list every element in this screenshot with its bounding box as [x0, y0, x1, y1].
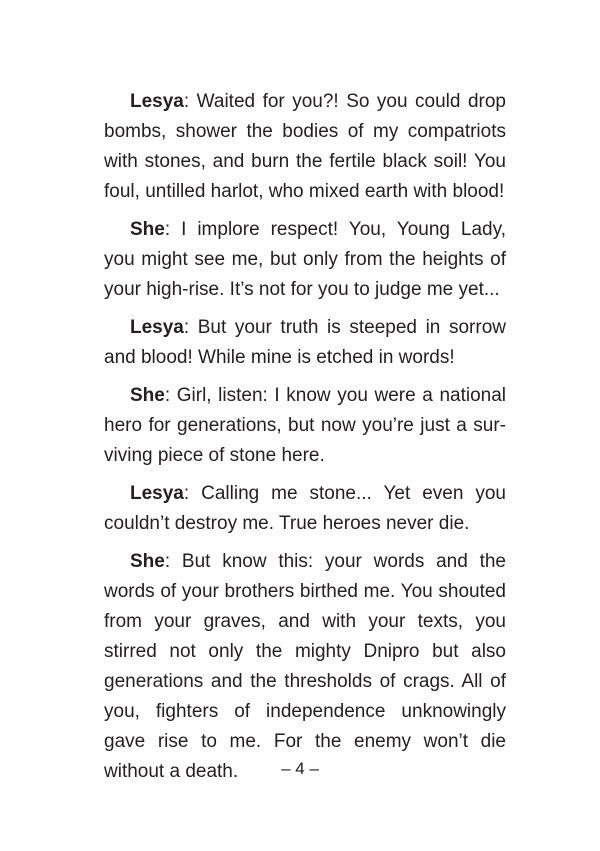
- speech-text: : Girl, listen: I know you were a national hero for generations, but now you’re just a surviving piece of stone here.: [104, 385, 506, 466]
- speaker-name: Lesya: [130, 483, 184, 504]
- speaker-name: She: [130, 551, 165, 572]
- dialogue-paragraph: [104, 381, 506, 471]
- dialogue-paragraph: [104, 547, 506, 787]
- speech-text: : But know this: your words and the words of your brothers birthed me. You shouted from your graves, and with your texts, you stirred not only the mighty Dnipro but also generations and the thresholds of crags. All of you, fighters of independence unknowingly gave rise to me. For the enemy won’t die without a death.: [104, 551, 506, 782]
- speaker-name: Lesya: [130, 91, 184, 112]
- speech-text: : But your truth is steeped in sorrow and blood! While mine is etched in words!: [104, 317, 506, 368]
- dialogue-paragraph: [104, 87, 506, 207]
- speaker-name: She: [130, 385, 165, 406]
- speech-text: : Waited for you?! So you could drop bombs, shower the bodies of my compatriots with stones, and burn the fertile black soil! You foul, untilled harlot, who mixed earth with blood!: [104, 91, 506, 202]
- speech-text: : I implore respect! You, Young Lady, you might see me, but only from the heights of your high-rise. It’s not for you to judge me yet...: [104, 219, 506, 300]
- speaker-name: Lesya: [130, 317, 184, 338]
- speaker-name: She: [130, 219, 165, 240]
- dialogue-text-block: [104, 87, 506, 795]
- dialogue-paragraph: [104, 215, 506, 305]
- page-number: – 4 –: [281, 759, 319, 778]
- speech-text: : Calling me stone... Yet even you couldn’t destroy me. True heroes never die.: [104, 483, 506, 534]
- dialogue-paragraph: [104, 479, 506, 539]
- dialogue-paragraph: [104, 313, 506, 373]
